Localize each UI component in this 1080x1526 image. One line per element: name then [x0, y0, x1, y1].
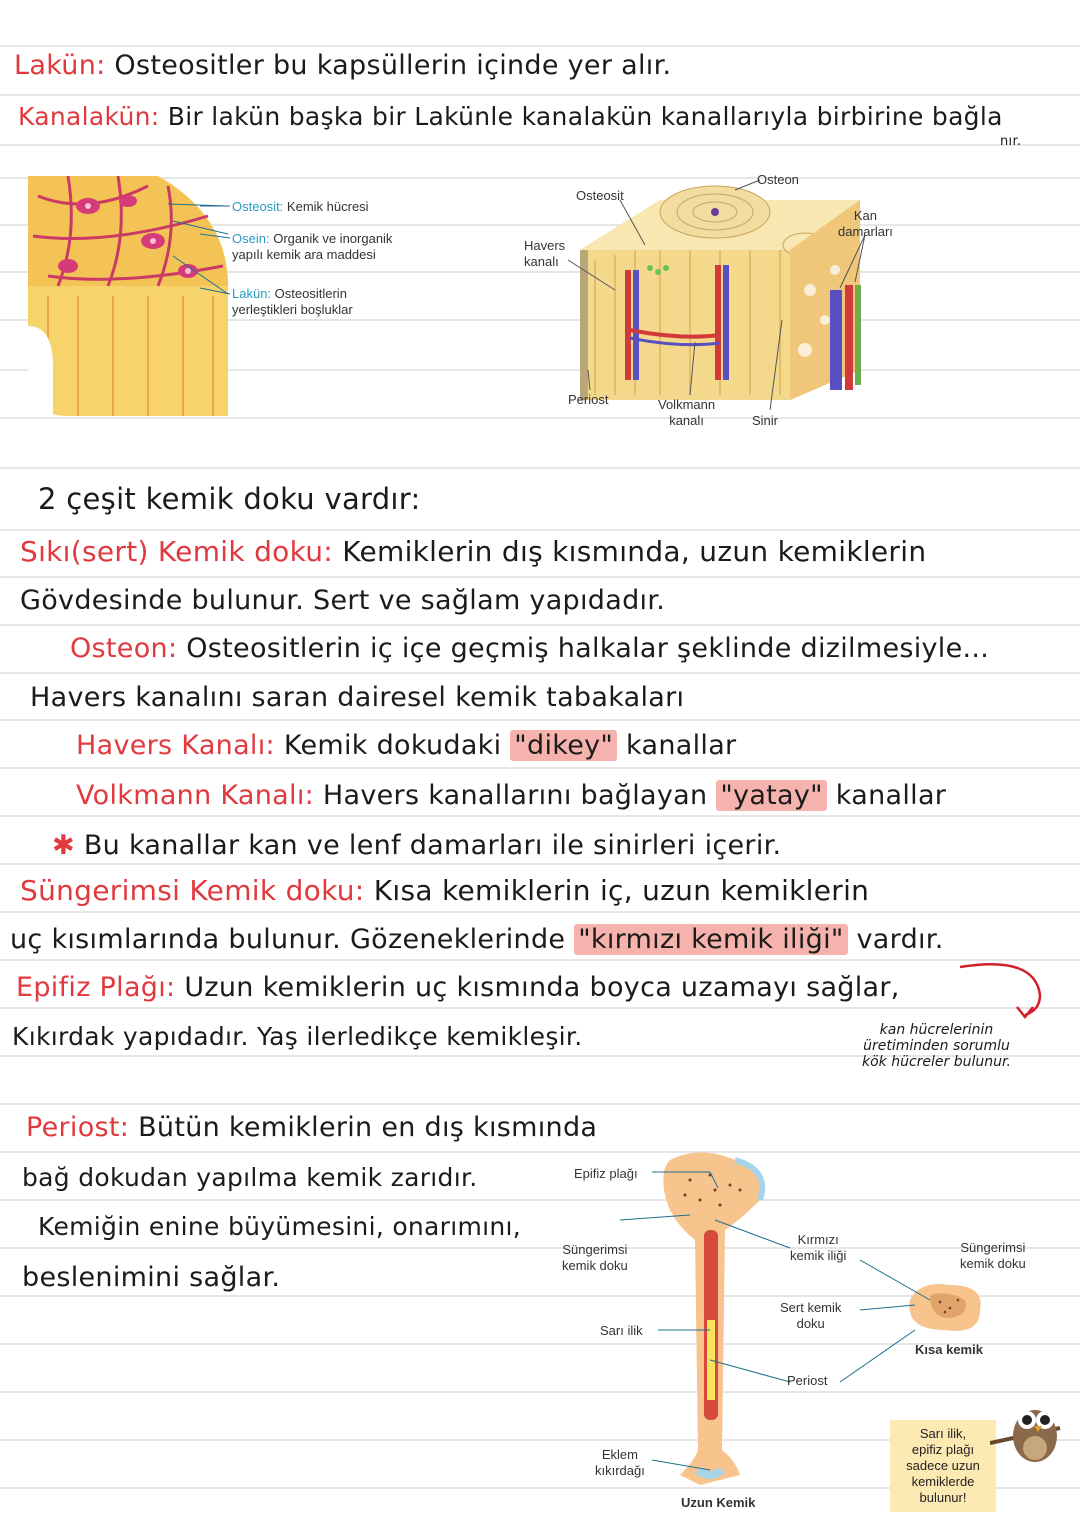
star-icon: ✱	[52, 830, 75, 861]
sunger-right-2: kemik doku	[960, 1256, 1026, 1271]
sert-1: Sert kemik	[780, 1300, 842, 1315]
sari-ilik-label: Sarı ilik	[600, 1323, 643, 1338]
havers-label	[524, 238, 565, 270]
sunger-highlight: "kırmızı kemik iliği"	[574, 924, 847, 955]
osteon-text2: Havers kanalını saran dairesel kemik tabakaları	[30, 682, 685, 713]
side-note-2: üretiminden sorumlu	[863, 1038, 1010, 1054]
havers-label-2: kanalı	[524, 254, 559, 269]
note-line-2: epifiz plağı	[911, 1442, 975, 1457]
volkmann-label-1: Volkmann	[658, 397, 716, 412]
periost-text4: beslenimini sağlar.	[22, 1262, 281, 1293]
havers-text-b: kanallar	[626, 730, 737, 761]
periost-text1: Bütün kemiklerin en dış kısmında	[138, 1112, 598, 1143]
osein-term: Osein:	[232, 231, 270, 246]
sinir-label: Sinir	[752, 413, 779, 428]
sunger-text2a: uç kısımlarında bulunur. Gözeneklerinde	[10, 924, 566, 955]
kanalakun-tail: nır.	[1000, 134, 1022, 149]
info-note	[890, 1420, 996, 1512]
sert-kemik-label	[780, 1300, 841, 1332]
owl-icon	[990, 1398, 1070, 1468]
lakun-term: Lakün:	[14, 50, 106, 81]
curved-arrow-icon	[955, 955, 1050, 1025]
osteon-line	[70, 633, 989, 664]
sert-2: doku	[796, 1316, 825, 1331]
sunger-right-1: Süngerimsi	[960, 1240, 1026, 1255]
osteosit-label	[232, 199, 369, 215]
sunger-left-1: Süngerimsi	[562, 1242, 628, 1257]
sungerimsi-right-label	[960, 1240, 1026, 1272]
siki-text2: Gövdesinde bulunur. Sert ve sağlam yapıdadır.	[20, 585, 666, 616]
periost-term: Periost:	[26, 1112, 130, 1143]
side-note-1: kan hücrelerinin	[879, 1022, 994, 1038]
volkmann-text-b: kanallar	[835, 780, 947, 811]
sunger-text2b: vardır.	[856, 924, 944, 955]
periost-text2: bağ dokudan yapılma kemik zarıdır.	[22, 1163, 478, 1192]
note-line-3: sadece uzun	[906, 1458, 980, 1473]
sunger-line	[20, 874, 869, 907]
havers-term: Havers Kanalı:	[76, 730, 275, 761]
side-note	[862, 1022, 1011, 1070]
periost-line	[26, 1112, 597, 1143]
kisa-kemik-label: Kısa kemik	[915, 1342, 983, 1357]
volkmann-text-a: Havers kanallarını bağlayan	[322, 780, 708, 811]
kanalakun-term: Kanalakün:	[18, 102, 160, 131]
note-line-1: Sarı ilik,	[919, 1426, 967, 1441]
osteon-text: Osteositlerin iç içe geçmiş halkalar şeklinde dizilmesiyle...	[186, 633, 990, 664]
eklem-2: kıkırdağı	[595, 1463, 645, 1478]
sungerimsi-left-label	[562, 1242, 628, 1274]
epifiz-term: Epifiz Plağı:	[16, 972, 176, 1003]
sunger-text1: Kısa kemiklerin iç, uzun kemiklerin	[373, 874, 870, 907]
epifiz-plagi-label: Epifiz plağı	[574, 1166, 638, 1181]
fig2-osteosit-label: Osteosit	[576, 188, 624, 203]
lakun-line	[14, 50, 671, 81]
osein-desc2: yapılı kemik ara maddesi	[232, 247, 376, 262]
cesit-line: 2 çeşit kemik doku vardır:	[38, 482, 421, 516]
siki-term: Sıkı(sert) Kemik doku:	[20, 535, 334, 568]
siki-text1: Kemiklerin dış kısmında, uzun kemiklerin	[342, 535, 927, 568]
note-line-5: bulunur!	[919, 1490, 967, 1505]
havers-label-1: Havers	[524, 238, 566, 253]
volkmann-label	[658, 397, 715, 429]
osteosit-term: Osteosit:	[232, 199, 284, 214]
fig2-periost-label: Periost	[568, 392, 609, 407]
eklem-1: Eklem	[601, 1447, 638, 1462]
havers-text-a: Kemik dokudaki	[283, 730, 502, 761]
havers-line	[76, 730, 736, 761]
lakun-fig-term: Lakün:	[232, 286, 272, 301]
epifiz-line	[16, 972, 900, 1003]
sunger-line2	[10, 924, 944, 955]
eklem-kikirdagi-label	[595, 1447, 645, 1479]
osein-label	[232, 231, 392, 263]
volkmann-label-2: kanalı	[669, 413, 704, 428]
kirmizi-2: kemik iliği	[790, 1248, 847, 1263]
kanalakun-text: Bir lakün başka bir Lakünle kanalakün kanallarıyla birbirine bağla	[167, 102, 1003, 131]
lakun-desc1: Osteositlerin	[274, 286, 347, 301]
epifiz-text2: Kıkırdak yapıdadır. Yaş ilerledikçe kemikleşir.	[12, 1022, 583, 1051]
sunger-term: Süngerimsi Kemik doku:	[20, 874, 365, 907]
note-line-4: kemiklerde	[911, 1474, 975, 1489]
kanalakun-line	[18, 102, 1003, 131]
lakun-label	[232, 286, 353, 318]
sunger-left-2: kemik doku	[562, 1258, 628, 1273]
fig3-periost-label: Periost	[787, 1373, 828, 1388]
kanallar-note: Bu kanallar kan ve lenf damarları ile sinirleri içerir.	[83, 830, 782, 861]
osteon-term: Osteon:	[70, 633, 178, 664]
siki-line	[20, 535, 926, 568]
bone-tissue-illustration	[28, 176, 228, 416]
kirmizi-1: Kırmızı	[797, 1232, 839, 1247]
kanallar-note-line	[52, 830, 781, 861]
osein-desc1: Organik ve inorganik	[273, 231, 393, 246]
havers-highlight: "dikey"	[510, 730, 617, 761]
lakun-text: Osteositler bu kapsüllerin içinde yer alır.	[114, 50, 672, 81]
epifiz-text1: Uzun kemiklerin uç kısmında boyca uzamayı sağlar,	[184, 972, 900, 1003]
kan-label-2: damarları	[838, 224, 893, 239]
volkmann-highlight: "yatay"	[716, 780, 827, 811]
volkmann-term: Volkmann Kanalı:	[76, 780, 315, 811]
lakun-desc2: yerleştikleri boşluklar	[232, 302, 353, 317]
uzun-kemik-label: Uzun Kemik	[681, 1495, 756, 1510]
kan-damarlari-label	[838, 208, 893, 240]
kirmizi-ilik-label	[790, 1232, 846, 1264]
osteosit-desc: Kemik hücresi	[286, 199, 369, 214]
osteon-label: Osteon	[757, 172, 799, 187]
side-note-3: kök hücreler bulunur.	[862, 1054, 1011, 1070]
kan-label-1: Kan	[853, 208, 878, 223]
periost-text3: Kemiğin enine büyümesini, onarımını,	[38, 1212, 522, 1241]
volkmann-line	[76, 780, 946, 811]
